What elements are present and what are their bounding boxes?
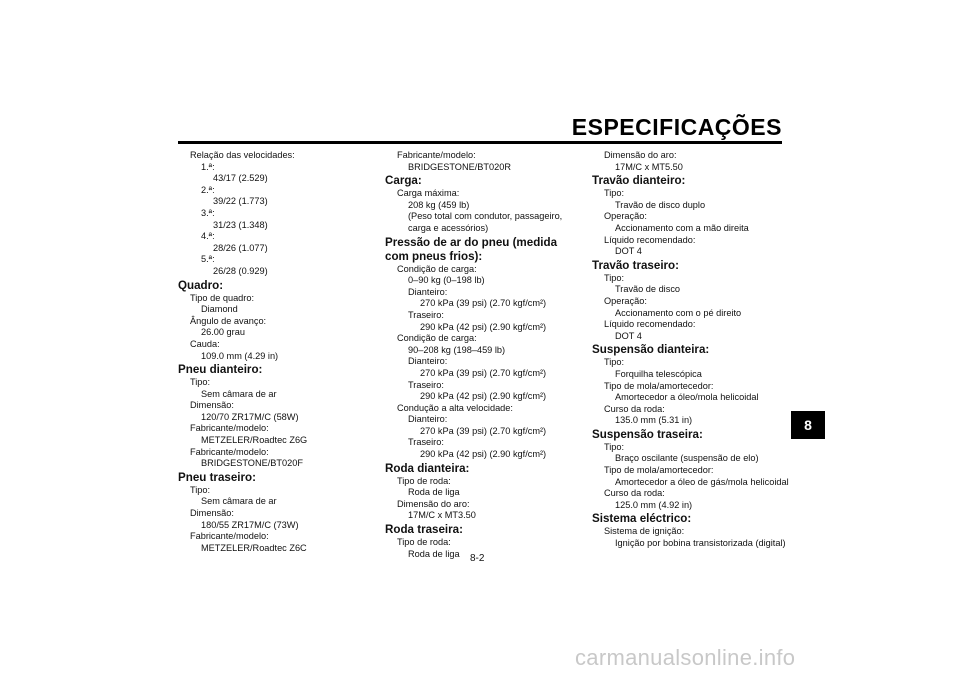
section-heading: Suspensão dianteira:: [592, 343, 710, 357]
spec-column-3: [592, 150, 792, 550]
spec-column-1: [178, 150, 383, 554]
spec-line: Condição de carga:: [397, 263, 477, 274]
spec-line: 208 kg (459 lb): [408, 199, 470, 210]
spec-line: BRIDGESTONE/BT020R: [408, 161, 511, 172]
spec-line: Tipo:: [604, 357, 625, 368]
spec-line: 28/26 (1.077): [213, 242, 268, 253]
spec-line: 43/17 (2.529): [213, 173, 268, 184]
spec-line: (Peso total com condutor, passageiro,: [408, 211, 563, 222]
spec-line: Sistema de ignição:: [604, 526, 685, 537]
spec-line: 290 kPa (42 psi) (2.90 kgf/cm²): [420, 449, 547, 460]
spec-line: Dimensão:: [190, 400, 234, 411]
spec-line: 270 kPa (39 psi) (2.70 kgf/cm²): [420, 425, 547, 436]
spec-line: METZELER/Roadtec Z6C: [201, 542, 307, 553]
spec-line: 135.0 mm (5.31 in): [615, 415, 693, 426]
chapter-tab: 8: [791, 411, 825, 439]
spec-line: Condição de carga:: [397, 333, 477, 344]
spec-line: Travão de disco duplo: [615, 199, 706, 210]
spec-line: Ignição por bobina transistorizada (digital): [615, 538, 786, 549]
spec-line: 125.0 mm (4.92 in): [615, 499, 693, 510]
spec-line: 26.00 grau: [201, 327, 245, 338]
spec-line: Roda de liga: [408, 548, 460, 559]
spec-line: Amortecedor a óleo de gás/mola helicoidal: [615, 476, 789, 487]
spec-line: 0–90 kg (0–198 lb): [408, 275, 485, 286]
spec-line: Sem câmara de ar: [201, 388, 277, 399]
spec-line: Tipo:: [604, 441, 625, 452]
section-heading: Roda dianteira:: [385, 461, 470, 475]
spec-line: Tipo:: [190, 377, 211, 388]
spec-line: Accionamento com o pé direito: [615, 307, 742, 318]
section-heading: Sistema eléctrico:: [592, 512, 692, 526]
spec-line: 109.0 mm (4.29 in): [201, 350, 279, 361]
spec-line: Braço oscilante (suspensão de elo): [615, 453, 759, 464]
spec-line: Tipo de roda:: [397, 475, 451, 486]
spec-line: Amortecedor a óleo/mola helicoidal: [615, 392, 759, 403]
spec-line: Tipo de quadro:: [190, 292, 255, 303]
spec-line: Cauda:: [190, 338, 220, 349]
spec-line: 90–208 kg (198–459 lb): [408, 344, 506, 355]
section-heading: Roda traseira:: [385, 523, 463, 537]
spec-line: 39/22 (1.773): [213, 196, 268, 207]
section-heading: Carga:: [385, 174, 422, 188]
section-heading: Quadro:: [178, 278, 224, 292]
spec-line: 31/23 (1.348): [213, 219, 268, 230]
spec-line: Sem câmara de ar: [201, 496, 277, 507]
spec-line: BRIDGESTONE/BT020F: [201, 458, 303, 469]
spec-line: Carga máxima:: [397, 188, 460, 199]
watermark: carmanualsonline.info: [575, 645, 796, 670]
spec-line: 4.ª:: [201, 231, 215, 242]
section-heading: Suspensão traseira:: [592, 427, 703, 441]
spec-line: METZELER/Roadtec Z6G: [201, 435, 308, 446]
spec-line: Operação:: [604, 295, 647, 306]
spec-line: Dimensão do aro:: [604, 150, 677, 160]
spec-line: Dianteiro:: [408, 286, 448, 297]
section-heading: Travão dianteiro:: [592, 174, 686, 188]
spec-line: Fabricante/modelo:: [190, 423, 269, 434]
spec-line: Líquido recomendado:: [604, 234, 696, 245]
spec-line: 3.ª:: [201, 207, 215, 218]
spec-line: 1.ª:: [201, 161, 215, 172]
title-rule: [178, 141, 782, 144]
section-heading: Pneu dianteiro:: [178, 363, 263, 377]
spec-line: 17M/C x MT5.50: [615, 161, 683, 172]
spec-line: Tipo:: [604, 272, 625, 283]
spec-line: Travão de disco: [615, 284, 681, 295]
spec-line: Traseiro:: [408, 379, 444, 390]
spec-line: Tipo:: [604, 188, 625, 199]
spec-line: Traseiro:: [408, 437, 444, 448]
spec-line: Dimensão:: [190, 508, 234, 519]
section-heading: Pneu traseiro:: [178, 470, 256, 484]
spec-line: Tipo de mola/amortecedor:: [604, 380, 714, 391]
spec-line: Relação das velocidades:: [190, 150, 295, 160]
spec-line: Accionamento com a mão direita: [615, 222, 749, 233]
spec-line: Forquilha telescópica: [615, 368, 702, 379]
section-heading: Pressão de ar do pneu (medida com pneus frios):: [385, 235, 558, 263]
page-title: ESPECIFICAÇÕES: [571, 114, 782, 140]
spec-line: 180/55 ZR17M/C (73W): [201, 519, 299, 530]
spec-line: Traseiro:: [408, 309, 444, 320]
section-heading: Travão traseiro:: [592, 258, 679, 272]
spec-line: Ângulo de avanço:: [190, 315, 267, 326]
page-number: 8-2: [470, 553, 485, 564]
spec-line: Dianteiro:: [408, 414, 448, 425]
spec-line: Roda de liga: [408, 487, 460, 498]
spec-line: Tipo de mola/amortecedor:: [604, 465, 714, 476]
spec-line: 5.ª:: [201, 254, 215, 265]
spec-line: carga e acessórios): [408, 222, 489, 233]
spec-column-2: [385, 150, 590, 560]
spec-line: Tipo de roda:: [397, 537, 451, 548]
spec-line: 270 kPa (39 psi) (2.70 kgf/cm²): [420, 367, 547, 378]
spec-line: Curso da roda:: [604, 488, 665, 499]
spec-line: Operação:: [604, 211, 647, 222]
spec-line: Dianteiro:: [408, 356, 448, 367]
spec-line: Curso da roda:: [604, 403, 665, 414]
spec-line: 2.ª:: [201, 184, 215, 195]
spec-line: Fabricante/modelo:: [190, 531, 269, 542]
spec-line: Condução a alta velocidade:: [397, 402, 513, 413]
spec-line: 290 kPa (42 psi) (2.90 kgf/cm²): [420, 321, 547, 332]
spec-line: DOT 4: [615, 330, 642, 341]
spec-line: 26/28 (0.929): [213, 265, 268, 276]
spec-line: Dimensão do aro:: [397, 498, 470, 509]
spec-line: Fabricante/modelo:: [397, 150, 476, 160]
spec-line: Tipo:: [190, 484, 211, 495]
spec-line: Fabricante/modelo:: [190, 446, 269, 457]
spec-line: 290 kPa (42 psi) (2.90 kgf/cm²): [420, 391, 547, 402]
spec-line: Diamond: [201, 304, 238, 315]
spec-line: Líquido recomendado:: [604, 319, 696, 330]
spec-line: 270 kPa (39 psi) (2.70 kgf/cm²): [420, 298, 547, 309]
spec-line: 17M/C x MT3.50: [408, 510, 476, 521]
spec-line: DOT 4: [615, 246, 642, 257]
spec-line: 120/70 ZR17M/C (58W): [201, 411, 299, 422]
